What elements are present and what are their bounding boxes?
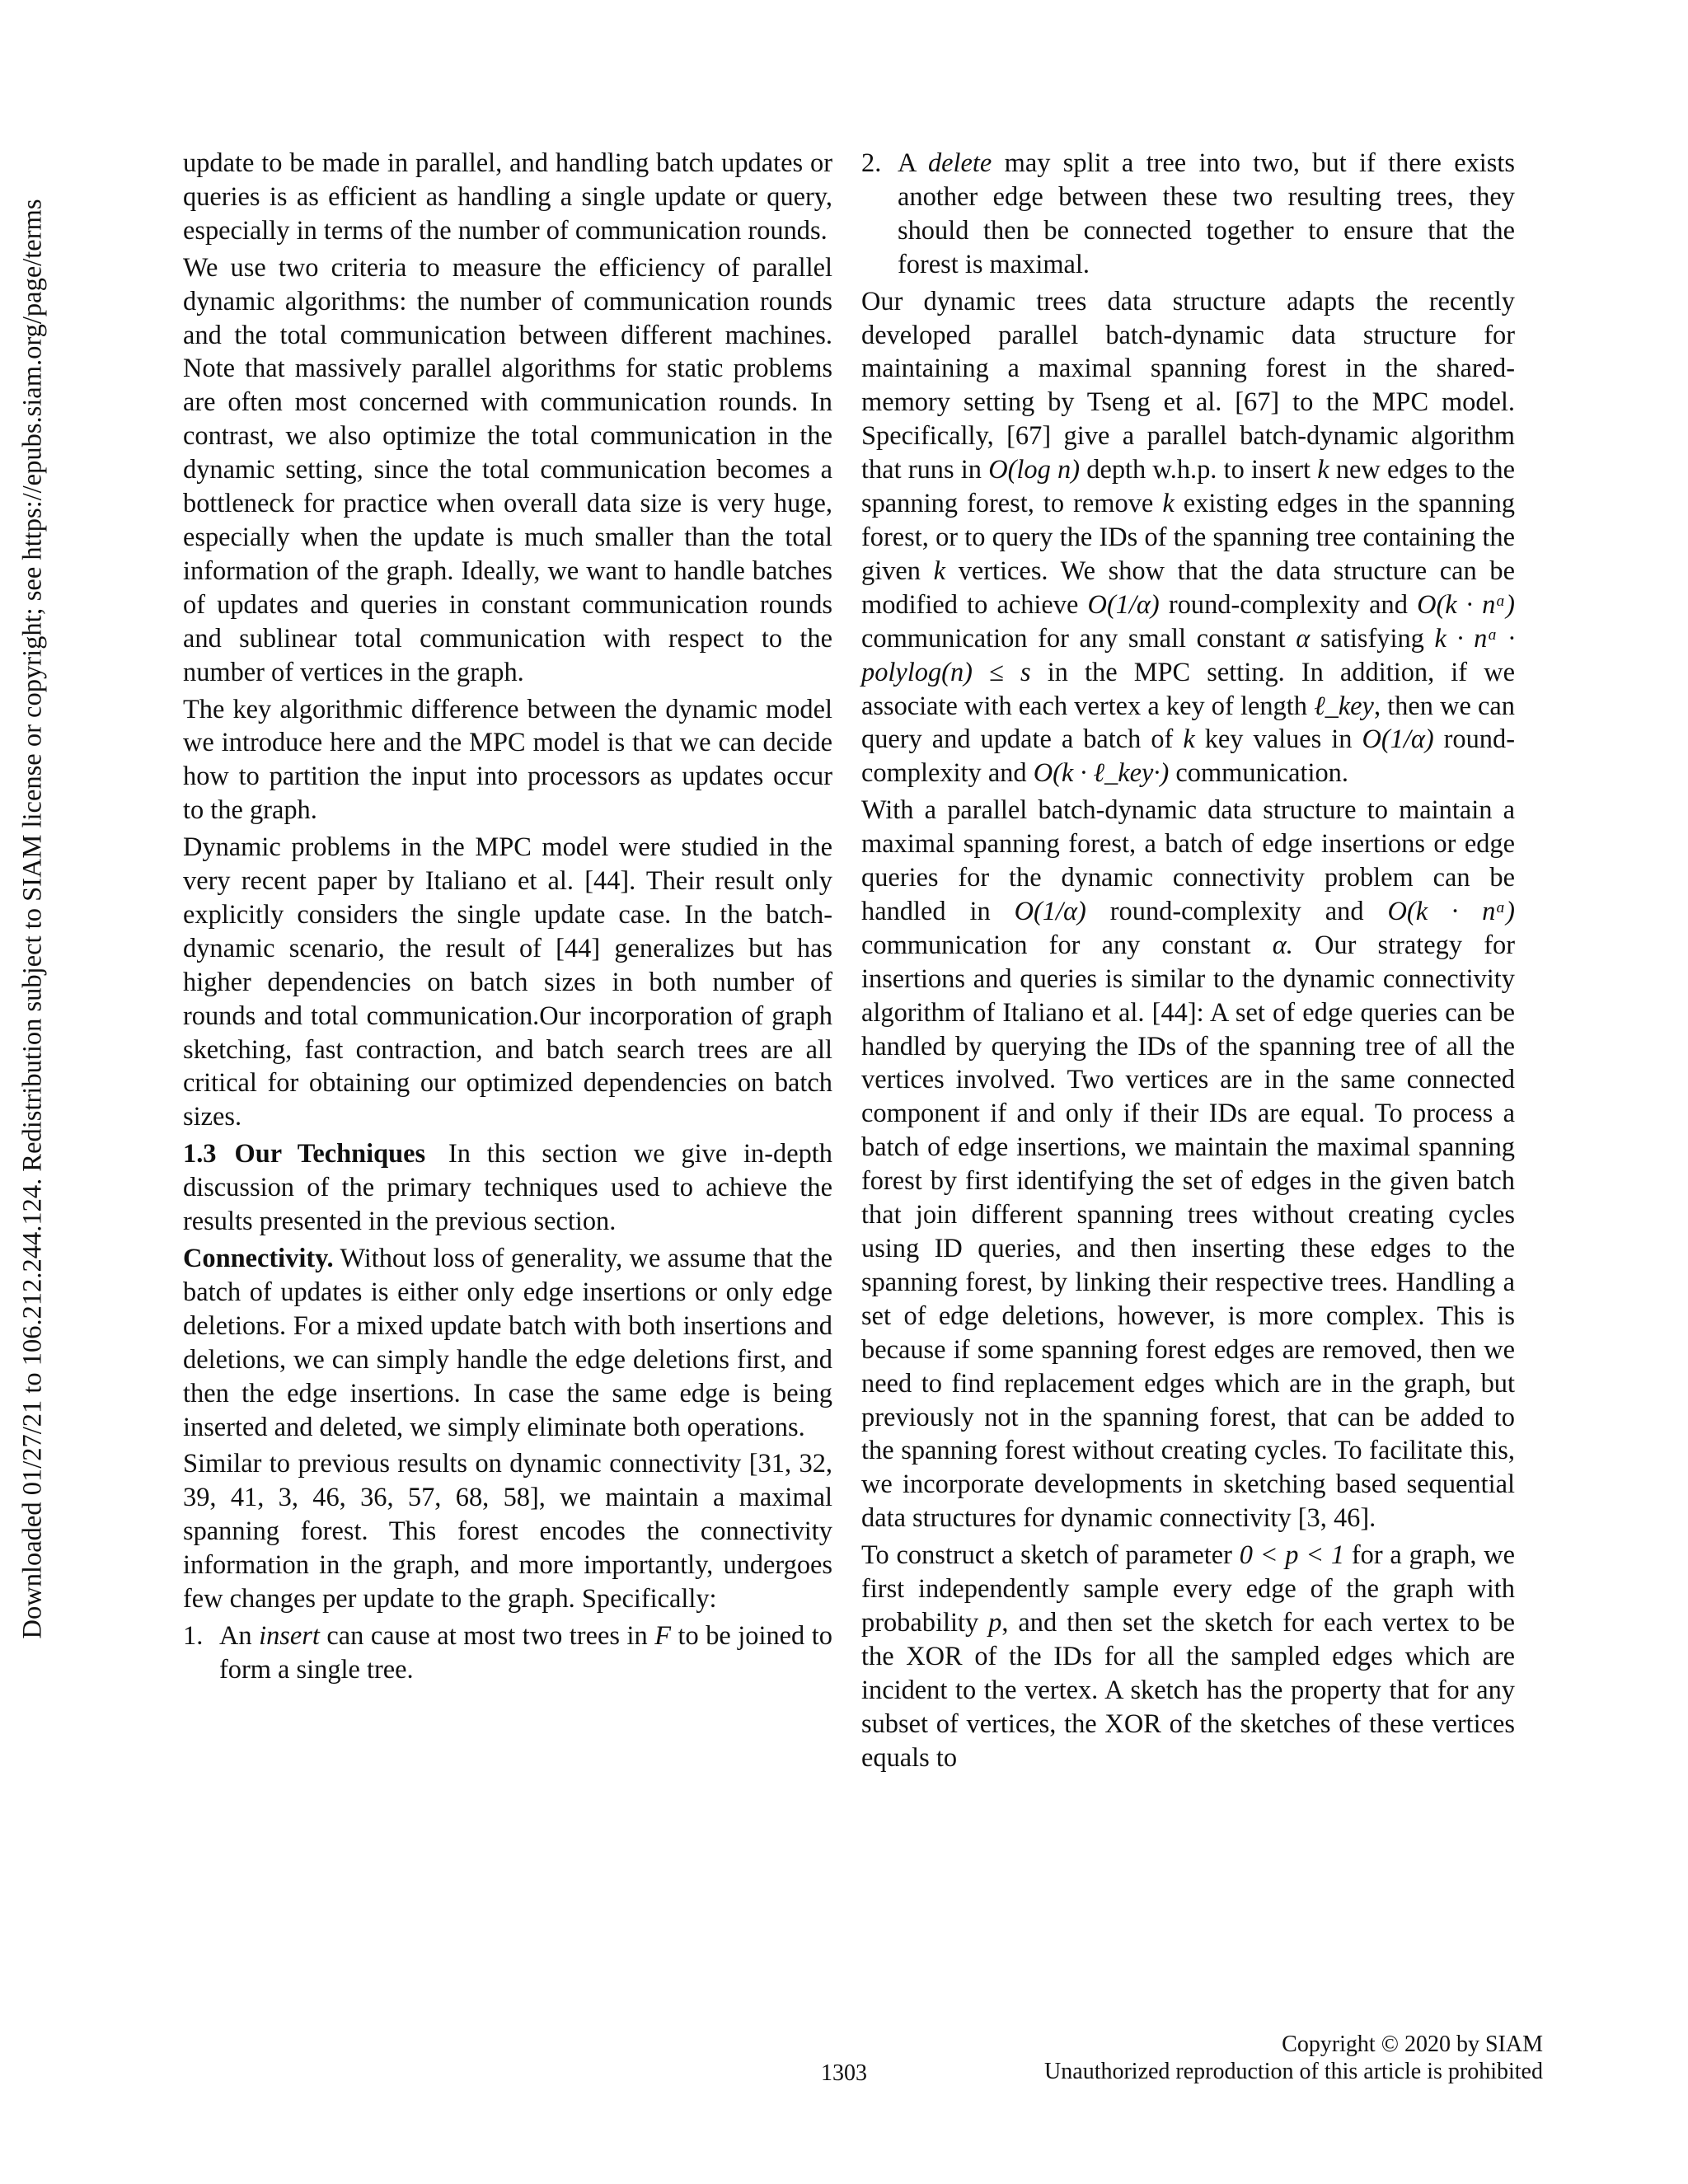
text-run: to be joined to form a single tree. <box>219 1620 832 1685</box>
emphasis: delete <box>927 148 992 178</box>
paragraph: update to be made in parallel, and handling batch updates or queries is as efficient as handling a single update or query, especially in terms of the number of communication rounds. <box>183 148 832 246</box>
copyright-notice <box>1044 2031 1543 2085</box>
text-run: depth w.h.p. to insert <box>1086 455 1311 485</box>
math-variable: F <box>654 1620 671 1651</box>
page-number: 1303 <box>821 2060 867 2086</box>
paragraph <box>861 285 1515 791</box>
text-run: in the MPC setting. In addition, if we associate with each vertex a key of length <box>861 657 1515 721</box>
text-run: , then we can query and update a batch of <box>861 691 1515 755</box>
emphasis: insert <box>259 1620 320 1651</box>
text-run: satisfying <box>1320 623 1424 654</box>
list-number: 2. <box>861 148 882 178</box>
download-notice-sidebar <box>0 0 66 1838</box>
list-item <box>183 1619 832 1687</box>
text-run: A <box>898 148 916 178</box>
text-run: vertices. We show that the data structure can be modified to achieve <box>861 555 1515 620</box>
copyright-line: Copyright © 2020 by SIAM <box>1282 2032 1543 2057</box>
math-expression: ℓ_key <box>1314 691 1374 721</box>
text-run: key values in <box>1204 724 1353 755</box>
paragraph: Dynamic problems in the MPC model were studied in the very recent paper by Italiano et al. [44]. Their result only explicitly considers the single update case. In the batch-dynamic scenario, the result of [44] generalizes but has higher dependencies on batch sizes in both number of rounds and total communication.Our incorporation of graph sketching, fast contraction, and batch search trees are all critical for obtaining our optimized dependencies on batch sizes. <box>183 832 832 1132</box>
list-number: 1. <box>183 1620 204 1651</box>
section-title: Our Techniques <box>234 1139 426 1169</box>
list-text <box>898 147 1515 282</box>
run-in-heading: Connectivity. <box>183 1244 334 1273</box>
text-run: communication. <box>1175 758 1348 789</box>
math-variable: k <box>1183 724 1195 755</box>
paragraph-text: Without loss of generality, we assume that the batch of updates is either only edge insertions or only edge deletions. For a mixed update batch with both insertions and deletions, we can simply handle the edge deletions first, and then the edge insertions. In case the same edge is being inserted and deleted, we simply eliminate both operations. <box>183 1244 833 1442</box>
math-expression: O(k · nᵅ) <box>1387 896 1515 926</box>
math-expression: O(1/α) <box>1014 896 1086 926</box>
text-run: round-complexity and <box>1109 896 1364 926</box>
text-run: , and then set the sketch for each vertex to be the XOR of the IDs for all the sampled edges which are incident to the vertex. A sketch has the property that for any subset of vertices, the XOR of the sketches of these vertices equals to <box>861 1607 1515 1773</box>
paragraph: Similar to previous results on dynamic connectivity [31, 32, 39, 41, 3, 46, 36, 57, 68, 58], we maintain a maximal spanning forest. This forest encodes the connectivity information in the graph, and more importantly, undergoes few changes per update to the graph. Specifically: <box>183 1449 832 1615</box>
math-variable: p <box>988 1607 1002 1638</box>
text-run: communication for any constant <box>861 930 1251 960</box>
text-run: Our strategy for insertions and queries is similar to the dynamic connectivity algorithm of Italiano et al. [44]: A set of edge queries can be handled by querying the IDs of the spanning tree of all the vertices involved. Two vertices are in the same connected component if and only if their IDs are equal. To process a batch of edge insertions, we maintain the maximal spanning forest by first identifying the set of edges in the given batch that join different spanning trees without creating cycles using ID queries, and then inserting these edges to the spanning forest, by linking their respective trees. Handling a set of edge deletions, however, is more complex. This is because if some spanning forest edges are removed, then we need to find replacement edges which are in the graph, but previously not in the spanning forest, that can be added to the spanning forest without creating cycles. To facilitate this, we incorporate developments in sketching based sequential data structures for dynamic connectivity [3, 46]. <box>861 930 1516 1534</box>
paragraph: The key algorithmic difference between the dynamic model we introduce here and the MPC model is that we can decide how to partition the input into processors as updates occur to the graph. <box>183 694 832 826</box>
section-intro-text: In this section we give in-depth discussion of the primary techniques used to achieve the results presented in the previous section. <box>183 1139 832 1237</box>
section-number: 1.3 <box>183 1139 217 1169</box>
math-expression: O(k · nᵅ) <box>1417 589 1515 620</box>
math-variable: k <box>1162 489 1175 519</box>
text-run: communication for any small constant <box>861 623 1286 654</box>
math-variable: α <box>1296 623 1311 654</box>
download-notice-text: Downloaded 01/27/21 to 106.212.244.124. Redistribution subject to SIAM license or copyright; see https://epubs.siam.org/page/terms <box>17 199 48 1639</box>
math-expression: O(k · ℓ_key·) <box>1033 758 1170 789</box>
paragraph-connectivity <box>183 1242 832 1444</box>
math-variable: α. <box>1272 930 1293 960</box>
list-item <box>861 147 1515 282</box>
paragraph: We use two criteria to measure the efficiency of parallel dynamic algorithms: the number of communication rounds and the total communication between different machines. Note that massively parallel algorithms for static problems are often most concerned with communication rounds. In contrast, we also optimize the total communication in the dynamic setting, since the total communication becomes a bottleneck for practice when overall data size is very huge, especially when the update is much smaller than the total information of the graph. Ideally, we want to handle batches of updates and queries in constant communication rounds and sublinear total communication with respect to the number of vertices in the graph. <box>183 252 832 687</box>
math-variable: k <box>1317 455 1329 485</box>
paragraph <box>861 1539 1515 1774</box>
left-column <box>183 147 832 1690</box>
math-expression: 0 < p < 1 <box>1239 1540 1345 1571</box>
right-column <box>861 147 1515 1779</box>
math-expression: O(log n) <box>988 455 1081 485</box>
paragraph <box>861 794 1515 1535</box>
section-heading <box>183 1137 832 1239</box>
math-expression: k · nᵅ · polylog(n) ≤ s <box>861 623 1515 687</box>
text-run: round-complexity and <box>1168 589 1408 620</box>
text-run: may split a tree into two, but if there exists another edge between these two resulting trees, they should then be connected together to ensure that the forest is maximal. <box>898 148 1516 279</box>
text-run: new edges to the spanning forest, to remove <box>861 455 1515 519</box>
text-run: An <box>219 1620 252 1651</box>
text-run: can cause at most two trees in <box>326 1620 648 1651</box>
text-run: round-complexity and <box>861 724 1515 789</box>
math-variable: k <box>933 555 946 586</box>
list-text <box>219 1619 832 1687</box>
text-run: for a graph, we first independently sample every edge of the graph with probability <box>861 1540 1515 1638</box>
text-run: With a parallel batch-dynamic data structure to maintain a maximal spanning forest, a batch of edge insertions or edge queries for the dynamic connectivity problem can be handled in <box>861 795 1515 926</box>
text-run: To construct a sketch of parameter <box>861 1540 1232 1571</box>
math-expression: O(1/α) <box>1362 724 1434 755</box>
text-run: Our dynamic trees data structure adapts the recently developed parallel batch-dynamic data structure for maintaining a maximal spanning forest in the shared-memory setting by Tseng et al. [67] to the MPC model. Specifically, [67] give a parallel batch-dynamic algorithm that runs in <box>861 286 1515 485</box>
math-expression: O(1/α) <box>1087 589 1160 620</box>
text-run: existing edges in the spanning forest, or to query the IDs of the spanning tree containing the given <box>861 489 1515 586</box>
copyright-line: Unauthorized reproduction of this article is prohibited <box>1044 2059 1543 2084</box>
